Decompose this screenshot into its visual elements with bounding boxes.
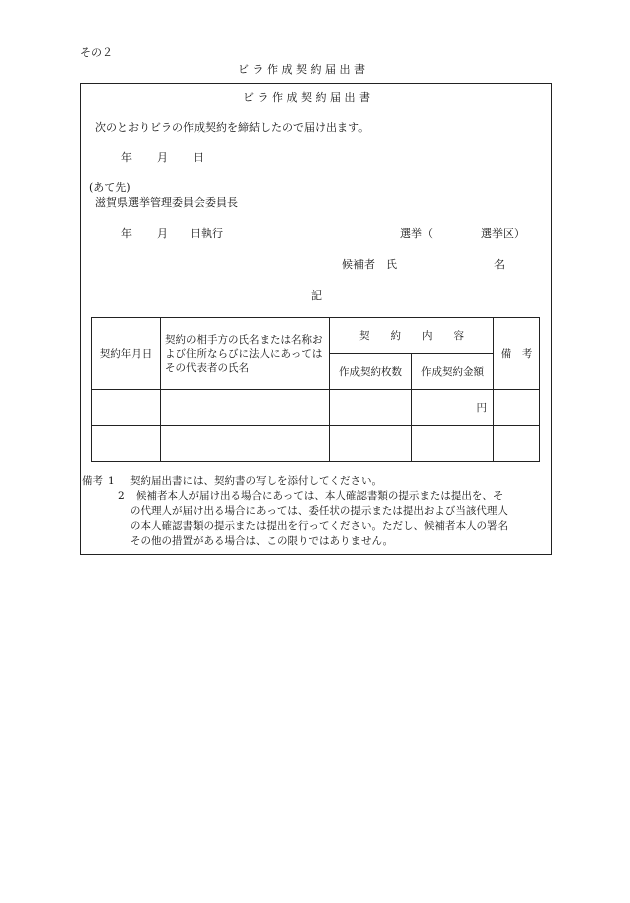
cell-date[interactable] bbox=[92, 390, 161, 426]
cell-sheets[interactable] bbox=[330, 390, 412, 426]
candidate-label: 候補者 氏 bbox=[342, 258, 397, 271]
addressee: 滋賀県選挙管理委員会委員長 bbox=[95, 196, 238, 209]
table-header-row bbox=[92, 318, 540, 354]
election-year: 年 bbox=[121, 227, 132, 240]
table-row bbox=[92, 390, 540, 426]
election-type: 選挙（ bbox=[400, 227, 433, 240]
contract-table bbox=[91, 317, 540, 462]
col-amount-header: 作成契約金額 bbox=[412, 354, 494, 390]
election-month: 月 bbox=[157, 227, 168, 240]
cell-sheets[interactable] bbox=[330, 426, 412, 462]
note-2-line-3: の本人確認書類の提示または提出を行ってください。ただし、候補者本人の署名 bbox=[130, 520, 508, 532]
note-2-line-1: 候補者本人が届け出る場合にあっては、本人確認書類の提示または提出を、そ bbox=[136, 490, 504, 502]
note-1-text: 契約届出書には、契約書の写しを添付してください。 bbox=[130, 475, 382, 487]
note-2-number: 2 bbox=[118, 490, 125, 502]
cell-party[interactable] bbox=[161, 426, 330, 462]
ki-mark: 記 bbox=[311, 289, 322, 302]
election-day-exec: 日執行 bbox=[190, 227, 223, 240]
date-day: 日 bbox=[193, 151, 204, 164]
candidate-name-suffix: 名 bbox=[494, 258, 505, 271]
notes-section bbox=[82, 474, 552, 549]
date-month: 月 bbox=[157, 151, 168, 164]
intro-text: 次のとおりビラの作成契約を締結したので届け出ます。 bbox=[95, 121, 370, 134]
col-sheets-header: 作成契約枚数 bbox=[330, 354, 412, 390]
col-remarks-header: 備 考 bbox=[494, 318, 540, 390]
notes-label: 備考 bbox=[82, 475, 103, 487]
cell-remarks[interactable] bbox=[494, 426, 540, 462]
note-1-number: 1 bbox=[108, 475, 115, 487]
table-row bbox=[92, 426, 540, 462]
cell-amount[interactable] bbox=[412, 426, 494, 462]
election-district: 選挙区） bbox=[481, 227, 525, 240]
col-counterparty-header: 契約の相手方の氏名または名称および住所ならびに法人にあってはその代表者の氏名 bbox=[161, 318, 330, 390]
date-year: 年 bbox=[121, 151, 132, 164]
cell-date[interactable] bbox=[92, 426, 161, 462]
col-contract-content-header: 契 約 内 容 bbox=[330, 318, 494, 354]
cell-remarks[interactable] bbox=[494, 390, 540, 426]
cell-amount[interactable]: 円 bbox=[412, 390, 494, 426]
form-title: ビ ラ 作 成 契 約 届 出 書 bbox=[243, 91, 370, 104]
note-2-line-2: の代理人が届け出る場合にあっては、委任状の提示または提出および当該代理人 bbox=[130, 505, 508, 517]
cell-party[interactable] bbox=[161, 390, 330, 426]
sheet-label: その２ bbox=[80, 46, 113, 59]
col-contract-date-header: 契約年月日 bbox=[92, 318, 161, 390]
addressee-label: (あて先) bbox=[89, 181, 131, 194]
document-title: ビ ラ 作 成 契 約 届 出 書 bbox=[238, 63, 365, 76]
note-2-line-4: その他の措置がある場合は、この限りではありません。 bbox=[130, 535, 394, 547]
